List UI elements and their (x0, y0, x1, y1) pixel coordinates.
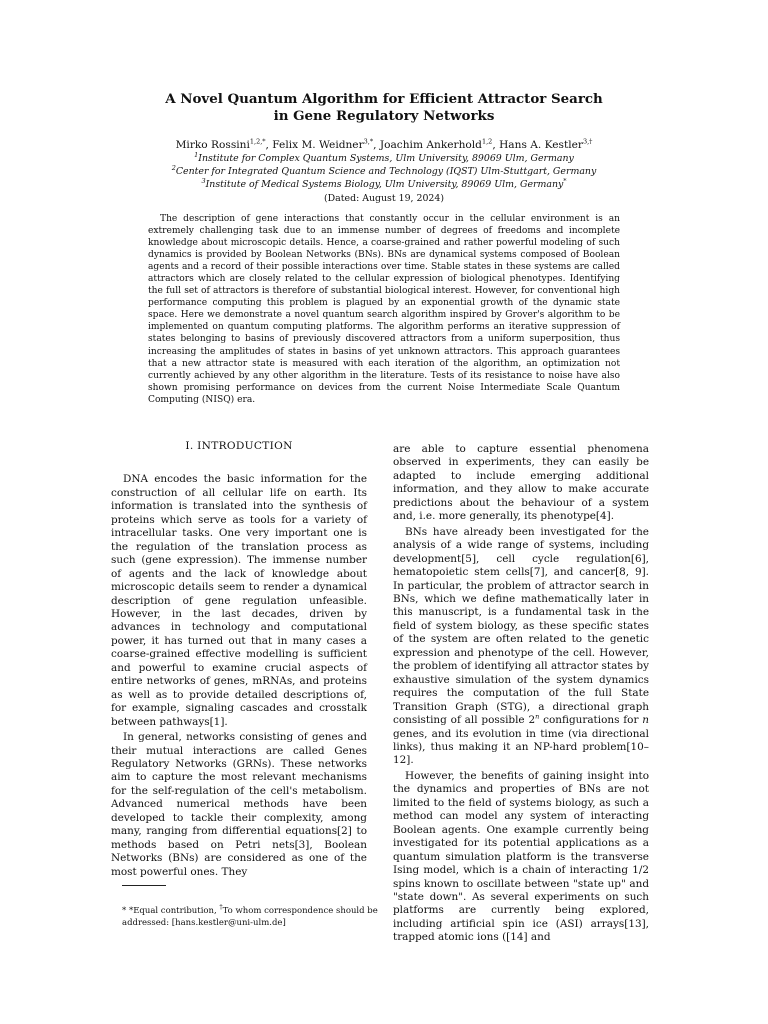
author-list (80, 139, 688, 152)
author-affiliation-mark: 1,2 (481, 137, 493, 146)
body-paragraph: are able to capture essential phenomena observed in experiments, they can easily be adapted to include emerging additional information, and they allow to make accurate predictions about the behaviour of a system and, i.e. more generally, its phenotype[4]. (393, 443, 649, 523)
footnote-text: Equal contribution, (133, 906, 220, 916)
math-variable: n (642, 714, 649, 727)
affiliation-text: Center for Integrated Quantum Science and Technology (IQST) Ulm-Stuttgart, Germany (175, 166, 597, 177)
affiliation-text: Institute of Medical Systems Biology, Ulm University, 89069 Ulm, Germany (205, 179, 564, 190)
body-paragraph: In general, networks consisting of genes and their mutual interactions are called Genes Regulatory Networks (GRNs). These networks aim to capture the most relevant mechanisms for the self-regulation of the cell's metabolism. Advanced numerical methods have been developed to tackle their complexity, among many, ranging from differential equations[2] to methods based on Petri nets[3], Boolean Networks (BNs) are considered as one of the most powerful ones. They (111, 731, 367, 878)
section-heading: I. INTRODUCTION (185, 440, 293, 452)
affiliation-2 (80, 163, 688, 178)
footnote (122, 903, 378, 929)
dated-line: (Dated: August 19, 2024) (323, 193, 445, 204)
paragraph-text: configurations for (539, 714, 643, 727)
author-affiliation-mark: 1,2,* (249, 137, 266, 146)
footnote-dagger: † (219, 903, 223, 912)
author-name: Mirko Rossini (175, 139, 250, 151)
right-column (393, 443, 649, 945)
math-base: 2 (528, 714, 536, 727)
author-separator: , (265, 139, 273, 151)
affiliation-text: Institute for Complex Quantum Systems, Ulm University, 89069 Ulm, Germany (198, 153, 574, 164)
paper-title (100, 91, 668, 125)
author-separator: , (492, 139, 500, 151)
author-affiliation-mark: 3,† (582, 137, 593, 146)
affiliation-number: 2 (171, 163, 176, 172)
title-line-1: A Novel Quantum Algorithm for Efficient Attractor Search (165, 91, 603, 107)
affiliation-number: 1 (194, 150, 199, 159)
footnote-text: To whom correspondence should be addressed: [hans.kestler@uni-ulm.de] (122, 906, 378, 928)
abstract-text: The description of gene interactions that constantly occur in the cellular environment is an extremely challenging task due to an immense number of degrees of freedoms and incomplete knowledge about microscopic details. Hence, a coarse-grained and rather powerful modeling of such dynamics is provided by Boolean Networks (BNs). BNs are dynamical systems composed of Boolean agents and a record of their possible interactions over time. Stable states in these systems are called attractors which are closely related to the cellular expression of biological phenotypes. Identifying the full set of attractors is therefore of substantial biological interest. However, for conventional high performance computing this problem is plagued by an exponential growth of the dynamic state space. Here we demonstrate a novel quantum search algorithm inspired by Grover's algorithm to be implemented on quantum computing platforms. The algorithm performs an iterative suppression of states belonging to basins of previously discovered attractors from a uniform superposition, thus increasing the amplitudes of states in basins of yet unknown attractors. This approach guarantees that a new attractor state is measured with each iteration of the algorithm, an optimization not currently achieved by any other algorithm in the literature. Tests of its resistance to noise have also shown promising performance on devices from the current Noise Intermediate Scale Quantum Computing (NISQ) era. (148, 214, 620, 405)
body-paragraph (393, 526, 649, 768)
paragraph-text: genes, and its evolution in time (via directional links), thus making it an NP-hard problem[10–12]. (393, 727, 649, 767)
author-separator: , (373, 139, 380, 151)
affiliation-3 (80, 176, 688, 191)
affiliation-number: 3 (201, 176, 206, 185)
author-name: Felix M. Weidner (272, 139, 364, 151)
author-name: Joachim Ankerhold (379, 139, 482, 151)
footnote-mark: * * (122, 906, 134, 916)
paragraph-text: BNs have already been investigated for the analysis of a wide range of systems, including development[5], cell cycle regulation[6], hematopoietic stem cells[7], and cancer[8, 9]. In particular, the problem of attractor search in BNs, which we define mathematically later in this manuscript, is a fundamental task in the field of system biology, as these specific states of the system are often related to the genetic expression and phenotype of the cell. However, the problem of identifying all attractor states by exhaustive simulation of the system dynamics requires the computation of the full State Transition Graph (STG), a directional graph consisting of all possible (393, 525, 649, 727)
author-affiliation-mark: 3,* (363, 137, 374, 146)
title-line-2: in Gene Regulatory Networks (273, 108, 495, 124)
affiliation-mark: * (563, 176, 567, 185)
author-name: Hans A. Kestler (499, 139, 583, 151)
math-exponent: n (535, 712, 540, 721)
abstract (148, 213, 620, 406)
body-paragraph: DNA encodes the basic information for the construction of all cellular life on earth. Its information is translated into the synthesis of proteins which serve as tools for a variety of intracellular tasks. One very important one is the regulation of the translation process as such (gene expression). The immense number of agents and the lack of knowledge about microscopic details seem to render a dynamical description of gene regulation unfeasible. However, in the last decades, driven by advances in technology and computational power, it has turned out that in many cases a coarse-grained effective modelling is sufficient and powerful to examine crucial aspects of entire networks of genes, mRNAs, and proteins as well as to provide detailed descriptions of, for example, signaling cascades and crosstalk between pathways[1]. (111, 473, 367, 728)
body-paragraph: However, the benefits of gaining insight into the dynamics and properties of BNs are not limited to the field of systems biology, as such a method can model any system of interacting Boolean agents. One example currently being investigated for its potential applications as a quantum simulation platform is the transverse Ising model, which is a chain of interacting 1/2 spins known to oscillate between "state up" and "state down". As several experiments on such platforms are currently being explored, including artificial spin ice (ASI) arrays[13], trapped atomic ions ([14] and (393, 769, 649, 944)
footnote-divider (122, 885, 166, 886)
left-column (111, 440, 367, 879)
